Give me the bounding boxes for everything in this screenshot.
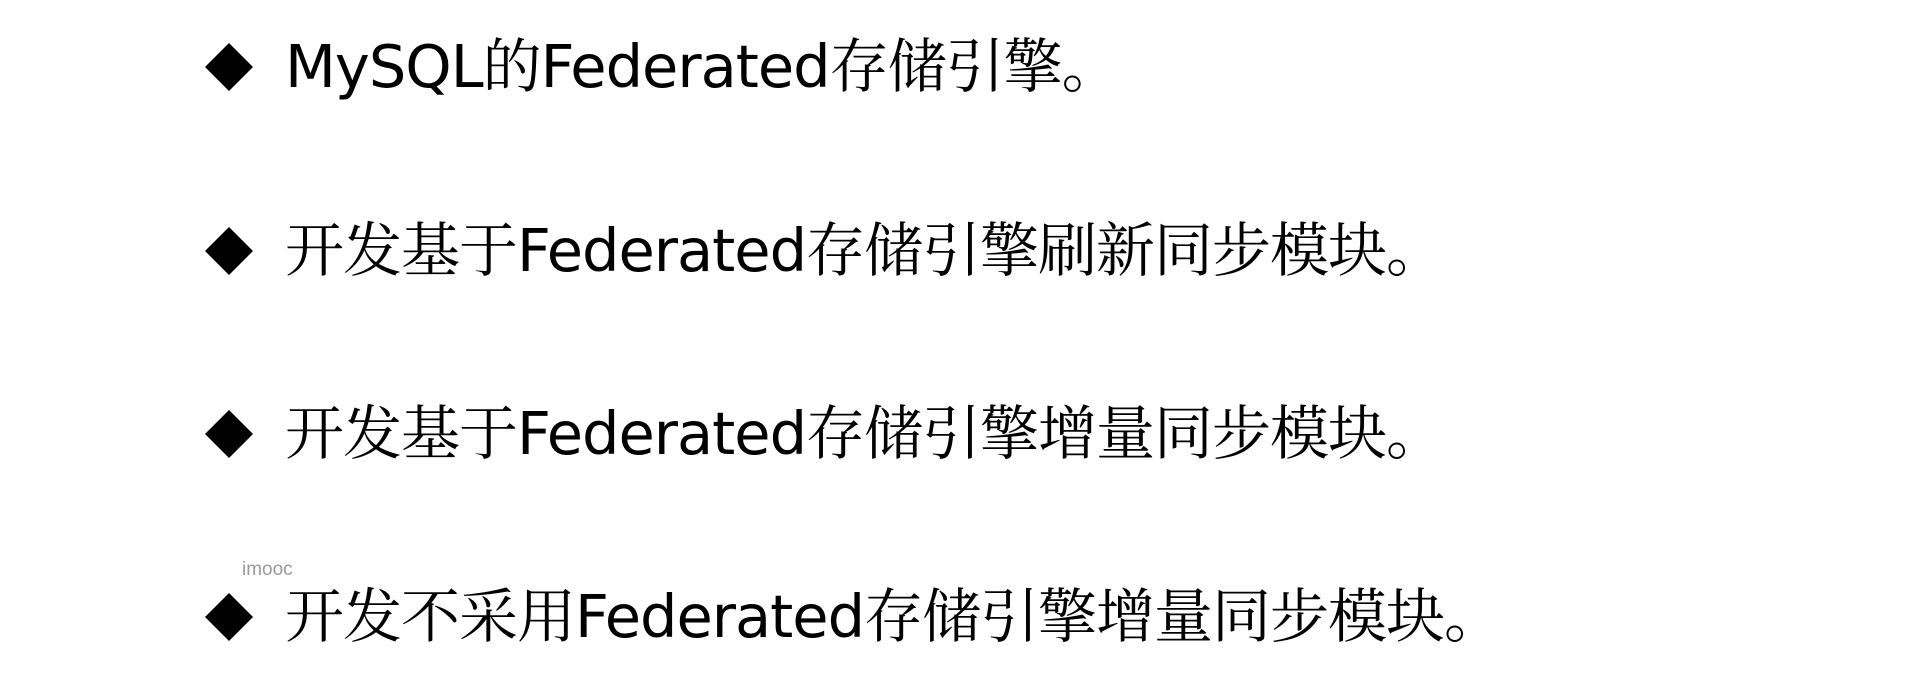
diamond-icon (203, 225, 255, 277)
bullet-text-1: MySQL的Federated存储引擎。 (285, 32, 1120, 101)
bullet-item-1 (203, 22, 1120, 112)
diamond-icon (203, 591, 255, 643)
watermark-text: imooc (242, 559, 293, 580)
bullet-item-2 (203, 206, 1444, 296)
bullet-text-4: 开发不采用Federated存储引擎增量同步模块。 (285, 582, 1503, 651)
bullet-text-3: 开发基于Federated存储引擎增量同步模块。 (285, 399, 1445, 468)
diamond-icon (203, 408, 255, 460)
bullet-item-4 (203, 572, 1502, 662)
bullet-item-3 (203, 389, 1444, 479)
diamond-icon (203, 41, 255, 93)
bullet-text-2: 开发基于Federated存储引擎刷新同步模块。 (285, 216, 1445, 285)
